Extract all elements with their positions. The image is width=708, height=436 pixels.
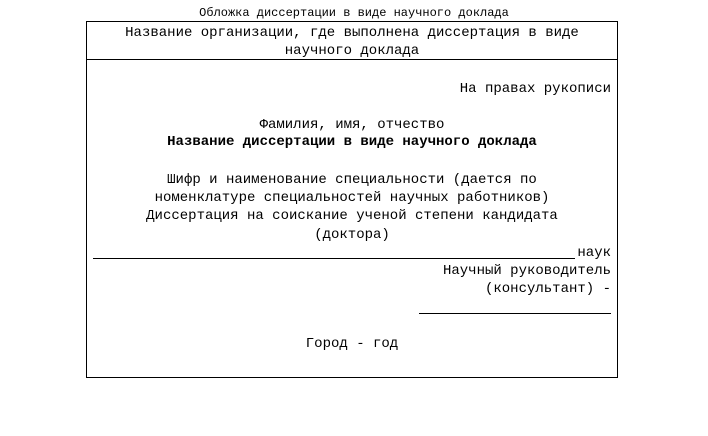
- science-field-blank: [93, 258, 575, 259]
- supervisor-line-2: (консультант) -: [484, 281, 611, 297]
- specialty-line-1: Шифр и наименование специальности (дается по: [167, 172, 537, 188]
- supervisor-blank: [419, 313, 611, 314]
- degree-suffix: наук: [577, 245, 611, 261]
- city-year: Город - год: [305, 336, 399, 352]
- organization-line-2: научного доклада: [284, 43, 420, 59]
- organization-header: [87, 22, 617, 60]
- dissertation-title: Название диссертации в виде научного доклада: [167, 134, 537, 150]
- cover-frame: [86, 21, 618, 378]
- specialty-line-2: номенклатуре специальностей научных работников): [154, 190, 550, 206]
- author-name: Фамилия, имя, отчество: [259, 117, 445, 133]
- cover-caption: Обложка диссертации в виде научного доклада: [199, 6, 509, 20]
- degree-line-2: (доктора): [314, 227, 390, 243]
- manuscript-rights: На правах рукописи: [459, 81, 611, 97]
- supervisor-line-1: Научный руководитель: [442, 263, 611, 279]
- organization-line-1: Название организации, где выполнена диссертация в виде: [125, 25, 579, 41]
- degree-line-1: Диссертация на соискание ученой степени кандидата: [146, 208, 558, 224]
